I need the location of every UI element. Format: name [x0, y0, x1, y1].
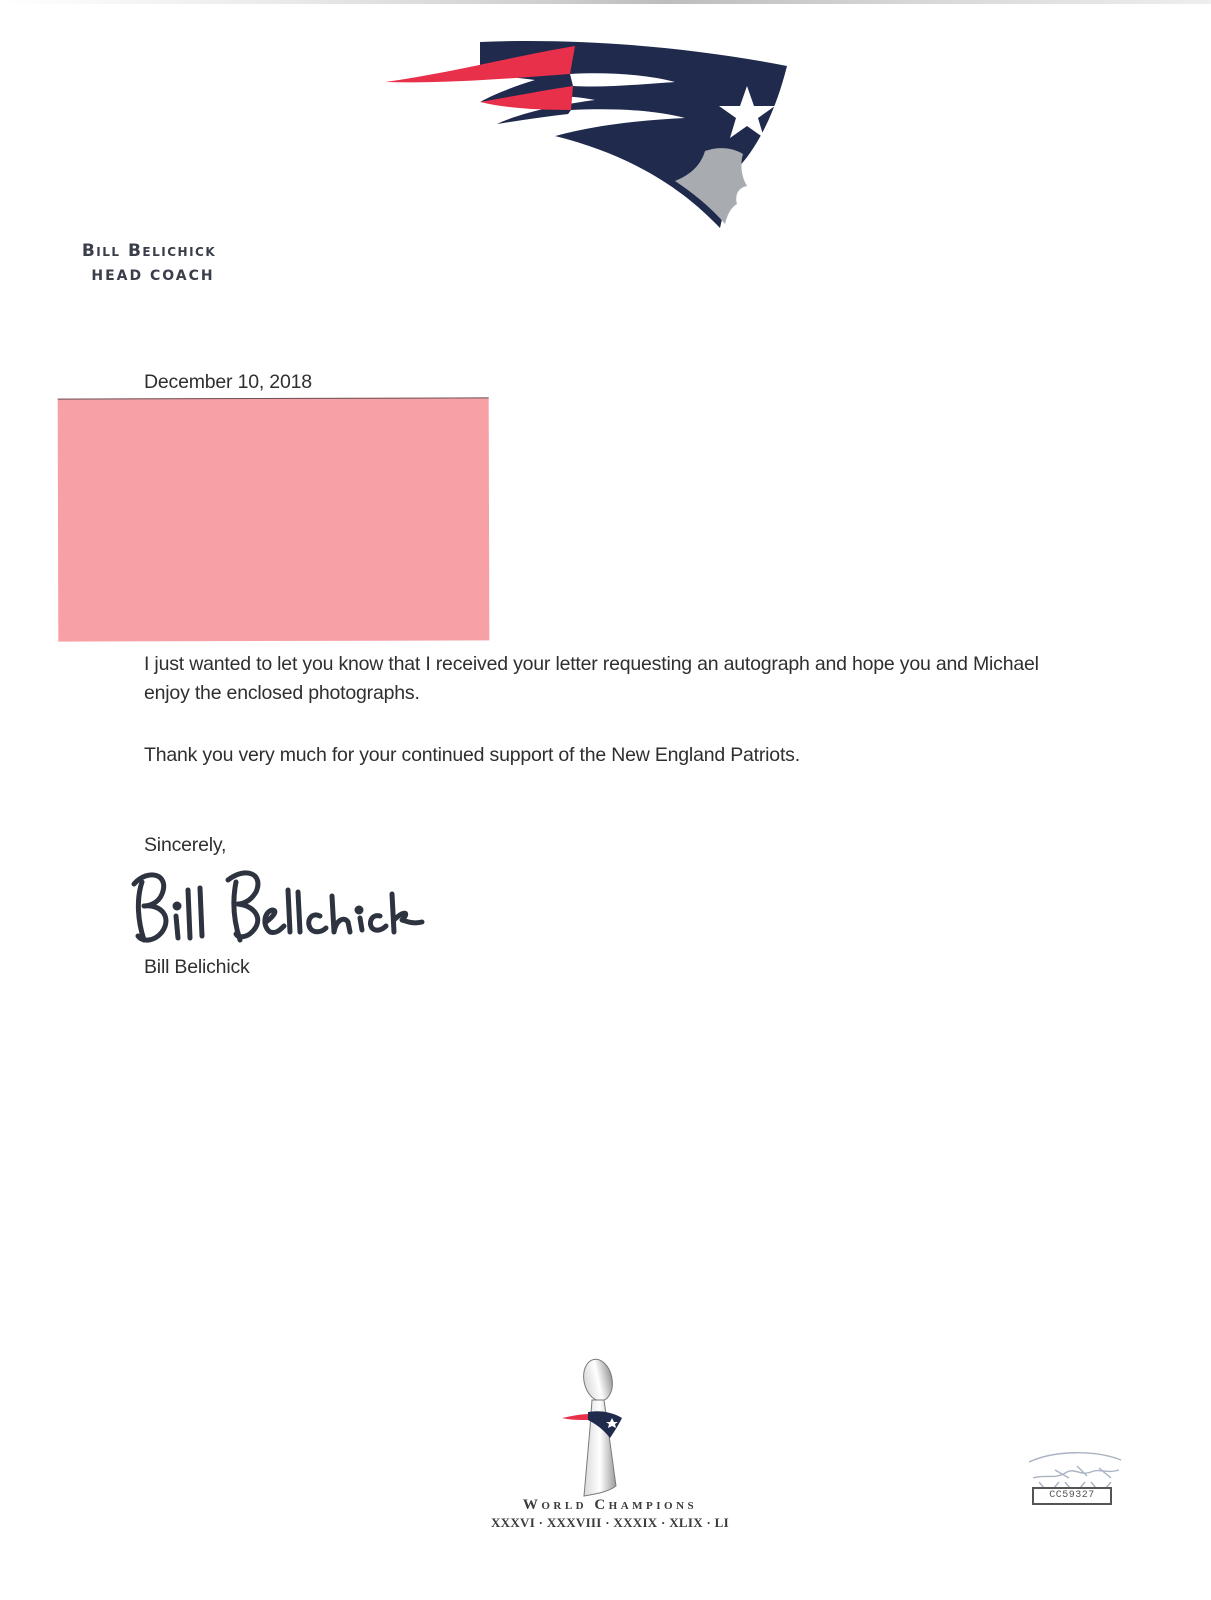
scan-edge: [0, 0, 1211, 4]
letterhead: [48, 243, 268, 283]
authentication-serial: CC59327: [1032, 1487, 1112, 1505]
handwritten-signature: [128, 860, 428, 950]
champions-years: XXXVI · XXXVIII · XXXIX · XLIX · LI: [490, 1515, 730, 1530]
world-champions-footer: [460, 1497, 760, 1531]
lombardi-trophy-icon: [560, 1358, 640, 1500]
champions-title: World Champions: [522, 1497, 698, 1513]
patriots-logo-icon: [385, 36, 805, 236]
redacted-recipient-address: [58, 397, 490, 641]
letter-paragraph-2: Thank you very much for your continued support of the New England Patriots.: [144, 744, 800, 766]
letter-paragraph-1: I just wanted to let you know that I received your letter requesting an autograph and hope you and Michael enjoy the enclosed photographs.: [144, 653, 1039, 704]
letterhead-name: Bill Belichick: [81, 241, 217, 261]
letter-closing: Sincerely,: [144, 834, 227, 856]
letterhead-title: HEAD COACH: [91, 268, 215, 284]
letter-date: December 10, 2018: [144, 371, 312, 393]
signer-name: Bill Belichick: [144, 956, 250, 978]
